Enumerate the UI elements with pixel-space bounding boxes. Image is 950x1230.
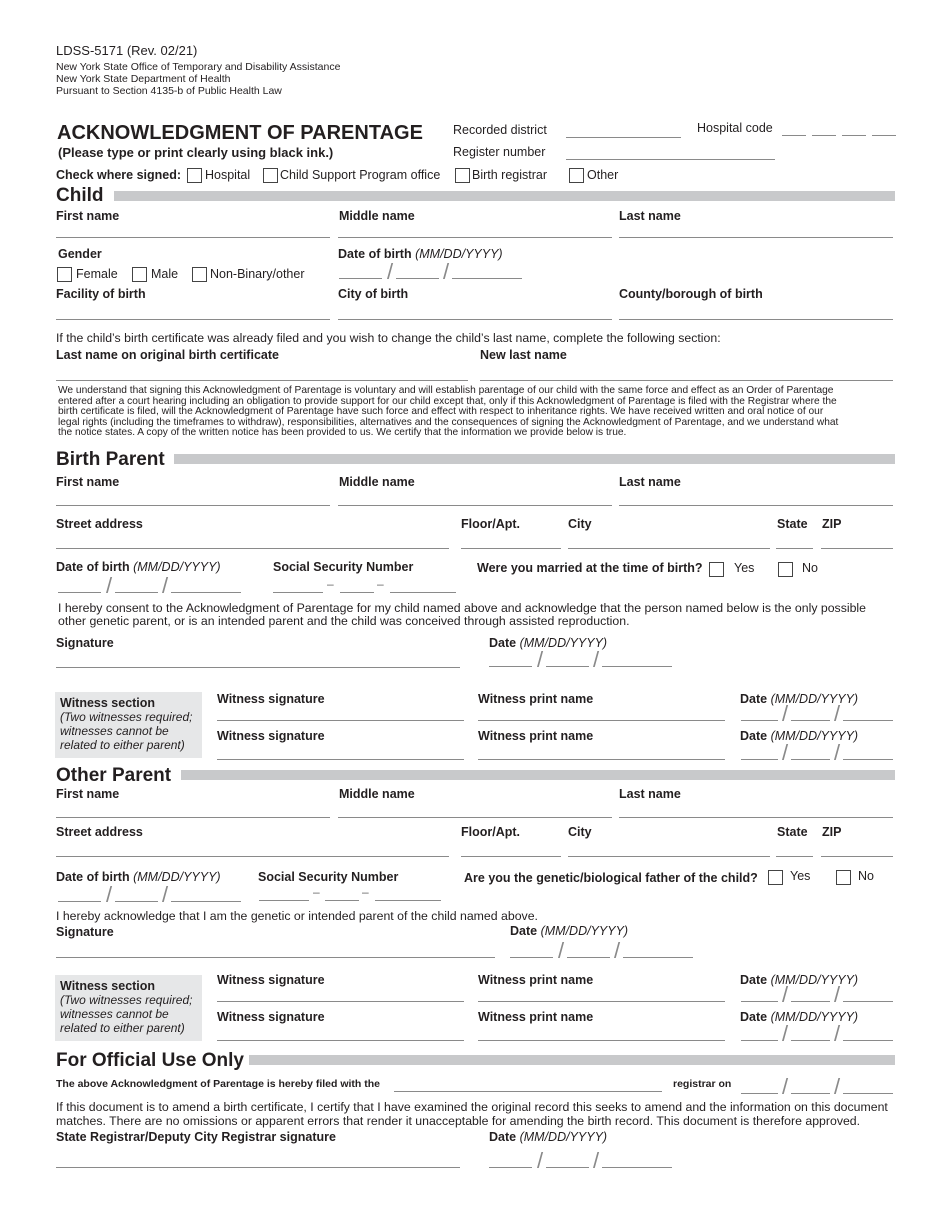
registrar-date-year[interactable] — [602, 1167, 672, 1168]
bp-ssn-label: Social Security Number — [273, 560, 414, 574]
genetic-question: Are you the genetic/biological father of the child? — [464, 871, 758, 885]
authority: Pursuant to Section 4135-b of Public Health Law — [56, 85, 282, 97]
bp-middle-name-label: Middle name — [339, 475, 415, 489]
bp-sign-date-day[interactable] — [546, 666, 589, 667]
child-dob-day[interactable] — [396, 278, 439, 279]
date-separator: / — [782, 701, 789, 726]
county-label: County/borough of birth — [619, 287, 763, 301]
consent-line: I hereby consent to the Acknowledgment of Parentage for my child named above and acknowledge that the person named below is the only possible — [58, 601, 866, 615]
date-separator: / — [162, 882, 169, 907]
op-state-field[interactable] — [776, 856, 813, 857]
bp-witness1-sig-label: Witness signature — [217, 692, 325, 706]
bp-witness1-date-month[interactable] — [741, 720, 778, 721]
ssn-dash: – — [327, 577, 334, 591]
genetic-no-checkbox[interactable] — [836, 870, 851, 885]
child-last-name-field[interactable] — [619, 237, 893, 238]
facility-field[interactable] — [56, 319, 330, 320]
recorded-district-label: Recorded district — [453, 123, 547, 137]
orig-last-name-field[interactable] — [56, 380, 468, 381]
birth-registrar-checkbox[interactable] — [455, 168, 470, 183]
child-dob-month[interactable] — [339, 278, 382, 279]
child-heading: Child — [56, 185, 104, 206]
registrar-date-day[interactable] — [546, 1167, 589, 1168]
date-format: (MM/DD/YYYY) — [770, 729, 859, 743]
hospital-code-box-1[interactable] — [782, 135, 806, 136]
bp-street-label: Street address — [56, 517, 143, 531]
date-text: Date — [510, 924, 538, 938]
ssn-dash: – — [313, 885, 320, 899]
op-ssn-label: Social Security Number — [258, 870, 399, 884]
dob-text: Date of birth — [56, 560, 130, 574]
date-separator: / — [834, 982, 841, 1007]
bp-witness2-date-day[interactable] — [791, 759, 830, 760]
bp-witness2-sig-label: Witness signature — [217, 729, 325, 743]
op-dob-day[interactable] — [115, 901, 158, 902]
date-format: (MM/DD/YYYY) — [540, 924, 629, 938]
op-middle-name-label: Middle name — [339, 787, 415, 801]
bp-witness1-signature-field[interactable] — [217, 720, 464, 721]
op-dob-year[interactable] — [171, 901, 241, 902]
registrar-signature-field[interactable] — [56, 1167, 460, 1168]
statement-line: We understand that signing this Acknowledgment of Parentage is voluntary and will establish parentage of our child with the same force and effect as an Order of Parentage — [58, 385, 834, 396]
op-zip-field[interactable] — [821, 856, 893, 857]
date-separator: / — [162, 573, 169, 598]
dob-format: (MM/DD/YYYY) — [415, 247, 503, 261]
op-street-field[interactable] — [56, 856, 449, 857]
op-signature-label: Signature — [56, 925, 114, 939]
date-separator: / — [593, 647, 600, 672]
bp-dob-month[interactable] — [58, 592, 101, 593]
op-witness2-date-month[interactable] — [741, 1040, 778, 1041]
bp-sign-date-label — [489, 636, 607, 650]
amend-line: matches. There are no omissions or apparent errors that render it unacceptable for amending the birth record. This document is therefore approved. — [56, 1113, 861, 1128]
section-bar — [114, 191, 895, 201]
new-last-name-label: New last name — [480, 348, 567, 362]
bp-street-field[interactable] — [56, 548, 449, 549]
bp-witness2-signature-field[interactable] — [217, 759, 464, 760]
date-format: (MM/DD/YYYY) — [519, 1130, 608, 1144]
register-number-field[interactable] — [566, 159, 775, 160]
dob-format: (MM/DD/YYYY) — [133, 870, 221, 884]
op-middle-name-field[interactable] — [338, 817, 612, 818]
bp-ssn-part1[interactable] — [273, 592, 323, 593]
date-separator: / — [834, 701, 841, 726]
bp-witness1-print-label: Witness print name — [478, 692, 594, 706]
bp-floor-label: Floor/Apt. — [461, 517, 521, 531]
genetic-yes-option: Yes — [790, 869, 811, 883]
child-first-name-label: First name — [56, 209, 120, 223]
date-separator: / — [387, 259, 394, 284]
date-separator: / — [782, 740, 789, 765]
date-separator: / — [834, 1021, 841, 1046]
op-floor-field[interactable] — [461, 856, 561, 857]
witness-note: (Two witnesses required; — [60, 710, 193, 724]
op-sign-date-day[interactable] — [567, 957, 610, 958]
filed-date-year[interactable] — [843, 1093, 893, 1094]
op-last-name-label: Last name — [619, 787, 681, 801]
section-bar — [249, 1055, 895, 1065]
consent-text — [58, 602, 866, 628]
filed-date-day[interactable] — [791, 1093, 830, 1094]
acknowledge-text: I hereby acknowledge that I am the genetic or intended parent of the child named above. — [56, 909, 538, 923]
nonbinary-option: Non-Binary/other — [210, 267, 305, 281]
date-separator: / — [782, 1074, 789, 1099]
official-use-heading: For Official Use Only — [56, 1050, 244, 1071]
bp-first-name-field[interactable] — [56, 505, 330, 506]
hospital-option: Hospital — [205, 168, 251, 182]
section-bar — [174, 454, 895, 464]
op-ssn-part2[interactable] — [325, 900, 359, 901]
nonbinary-checkbox[interactable] — [192, 267, 207, 282]
op-witness1-signature-field[interactable] — [217, 1001, 464, 1002]
child-last-name-label: Last name — [619, 209, 681, 223]
date-text: Date — [740, 1010, 768, 1024]
county-field[interactable] — [619, 319, 893, 320]
bp-witness2-print-label: Witness print name — [478, 729, 594, 743]
bp-witness1-date-label — [740, 692, 858, 706]
bp-sign-date-year[interactable] — [602, 666, 672, 667]
registrar-name-field[interactable] — [394, 1091, 662, 1092]
op-dob-label — [56, 870, 221, 884]
witness-note: related to either parent) — [60, 1021, 185, 1035]
date-format: (MM/DD/YYYY) — [770, 1010, 859, 1024]
married-yes-checkbox[interactable] — [709, 562, 724, 577]
witness-note: witnesses cannot be — [60, 724, 169, 738]
consent-line: other genetic parent, or is an intended parent and the child was conceived through assisted reproduction. — [58, 614, 630, 628]
registrar-date-month[interactable] — [489, 1167, 532, 1168]
op-witness1-print-label: Witness print name — [478, 973, 594, 987]
bp-city-field[interactable] — [568, 548, 770, 549]
statement-line: legal rights (including the timeframes to withdraw), responsibilities, alternatives and the consequences of signing the Acknowledgment of Parentage, and we understand what — [58, 416, 839, 428]
dob-text: Date of birth — [56, 870, 130, 884]
bp-state-label: State — [777, 517, 808, 531]
bp-witness1-date-day[interactable] — [791, 720, 830, 721]
op-first-name-field[interactable] — [56, 817, 330, 818]
bp-last-name-label: Last name — [619, 475, 681, 489]
check-signed-label: Check where signed: — [56, 168, 182, 182]
bp-sign-date-month[interactable] — [489, 666, 532, 667]
amend-text — [56, 1101, 888, 1128]
dob-text: Date of birth — [338, 247, 412, 261]
other-checkbox[interactable] — [569, 168, 584, 183]
witness-title: Witness section — [60, 979, 156, 993]
other-parent-heading: Other Parent — [56, 765, 172, 786]
change-name-intro: If the child’s birth certificate was already filed and you wish to change the child’s last name, complete the following section: — [56, 331, 721, 345]
bp-last-name-field[interactable] — [619, 505, 893, 506]
married-question: Were you married at the time of birth? — [477, 561, 703, 575]
bp-dob-year[interactable] — [171, 592, 241, 593]
date-separator: / — [537, 647, 544, 672]
statement-line: the notice states. A copy of the written notice has been provided to us. We certify that the information we provide below is true. — [58, 427, 627, 439]
registrar-on-text: registrar on — [673, 1078, 732, 1090]
bp-witness2-date-year[interactable] — [843, 759, 893, 760]
statement — [58, 386, 838, 439]
child-first-name-field[interactable] — [56, 237, 330, 238]
op-witness1-date-month[interactable] — [741, 1001, 778, 1002]
bp-witness1-print-field[interactable] — [478, 720, 725, 721]
bp-witness1-date-year[interactable] — [843, 720, 893, 721]
witness-note: (Two witnesses required; — [60, 993, 193, 1007]
date-text: Date — [740, 729, 768, 743]
bp-witness-section — [55, 692, 202, 758]
hospital-checkbox[interactable] — [187, 168, 202, 183]
recorded-district-field[interactable] — [566, 137, 681, 138]
ssn-dash: – — [377, 577, 384, 591]
csp-office-option: Child Support Program office — [280, 168, 441, 182]
orig-last-name-label: Last name on original birth certificate — [56, 348, 279, 362]
genetic-no-option: No — [858, 869, 874, 883]
op-witness-section — [55, 975, 202, 1041]
date-text: Date — [740, 973, 768, 987]
op-witness2-date-year[interactable] — [843, 1040, 893, 1041]
op-street-label: Street address — [56, 825, 143, 839]
op-witness1-print-field[interactable] — [478, 1001, 725, 1002]
hospital-code-box-4[interactable] — [872, 135, 896, 136]
bp-zip-field[interactable] — [821, 548, 893, 549]
date-format: (MM/DD/YYYY) — [770, 692, 859, 706]
child-dob-year[interactable] — [452, 278, 522, 279]
female-option: Female — [76, 267, 118, 281]
gender-label: Gender — [58, 247, 102, 261]
statement-line: entered after a court hearing including an obligation to provide support for our child except that, only if this Acknowledgment of Parentage is filed with the Registrar where the — [58, 395, 837, 407]
new-last-name-field[interactable] — [480, 380, 893, 381]
statement-line: birth certificate is filed, will the Acknowledgment of Parentage have such force and effect with respect to inheritance rights. We have received written and oral notice of our — [58, 406, 824, 418]
op-witness2-signature-field[interactable] — [217, 1040, 464, 1041]
bp-witness2-date-label — [740, 729, 858, 743]
date-text: Date — [489, 1130, 517, 1144]
op-witness2-date-label — [740, 1010, 858, 1024]
filed-date-month[interactable] — [741, 1093, 778, 1094]
op-first-name-label: First name — [56, 787, 120, 801]
op-city-field[interactable] — [568, 856, 770, 857]
child-middle-name-field[interactable] — [338, 237, 612, 238]
bp-dob-label — [56, 560, 221, 574]
op-ssn-part3[interactable] — [375, 900, 441, 901]
section-bar — [181, 770, 895, 780]
married-yes-option: Yes — [734, 561, 755, 575]
hospital-code-box-3[interactable] — [842, 135, 866, 136]
op-state-label: State — [777, 825, 808, 839]
married-no-checkbox[interactable] — [778, 562, 793, 577]
witness-note: related to either parent) — [60, 738, 185, 752]
op-witness1-date-day[interactable] — [791, 1001, 830, 1002]
date-separator: / — [782, 1021, 789, 1046]
hospital-code-box-2[interactable] — [812, 135, 836, 136]
date-separator: / — [106, 573, 113, 598]
op-sign-date-month[interactable] — [510, 957, 553, 958]
form-id: LDSS-5171 (Rev. 02/21) — [56, 43, 198, 58]
op-witness1-date-label — [740, 973, 858, 987]
city-of-birth-label: City of birth — [338, 287, 409, 301]
bp-witness2-date-month[interactable] — [741, 759, 778, 760]
op-floor-label: Floor/Apt. — [461, 825, 521, 839]
op-witness2-print-label: Witness print name — [478, 1010, 594, 1024]
bp-state-field[interactable] — [776, 548, 813, 549]
bp-first-name-label: First name — [56, 475, 120, 489]
bp-signature-label: Signature — [56, 636, 114, 650]
op-witness2-print-field[interactable] — [478, 1040, 725, 1041]
op-witness2-date-day[interactable] — [791, 1040, 830, 1041]
bp-zip-label: ZIP — [822, 517, 842, 531]
registrar-date-label — [489, 1130, 607, 1144]
child-dob-label — [338, 247, 503, 261]
bp-dob-day[interactable] — [115, 592, 158, 593]
page-subtitle: (Please type or print clearly using black ink.) — [58, 145, 334, 160]
op-signature-field[interactable] — [56, 957, 495, 958]
agency-doh: New York State Department of Health — [56, 73, 231, 85]
date-separator: / — [593, 1148, 600, 1173]
op-sign-date-label — [510, 924, 628, 938]
genetic-yes-checkbox[interactable] — [768, 870, 783, 885]
op-sign-date-year[interactable] — [623, 957, 693, 958]
op-last-name-field[interactable] — [619, 817, 893, 818]
bp-city-label: City — [568, 517, 592, 531]
bp-ssn-part2[interactable] — [340, 592, 374, 593]
date-text: Date — [489, 636, 517, 650]
date-separator: / — [834, 1074, 841, 1099]
date-separator: / — [106, 882, 113, 907]
bp-floor-field[interactable] — [461, 548, 561, 549]
date-format: (MM/DD/YYYY) — [770, 973, 859, 987]
bp-witness2-print-field[interactable] — [478, 759, 725, 760]
male-option: Male — [151, 267, 179, 281]
csp-office-checkbox[interactable] — [263, 168, 278, 183]
married-no-option: No — [802, 561, 818, 575]
agency-otda: New York State Office of Temporary and Disability Assistance — [56, 61, 341, 73]
ssn-dash: – — [362, 885, 369, 899]
city-of-birth-field[interactable] — [338, 319, 612, 320]
page-title: ACKNOWLEDGMENT OF PARENTAGE — [57, 122, 423, 144]
bp-ssn-part3[interactable] — [390, 592, 456, 593]
op-zip-label: ZIP — [822, 825, 842, 839]
op-witness2-sig-label: Witness signature — [217, 1010, 325, 1024]
op-ssn-part1[interactable] — [259, 900, 309, 901]
date-separator: / — [614, 938, 621, 963]
bp-middle-name-field[interactable] — [338, 505, 612, 506]
amend-line: If this document is to amend a birth certificate, I certify that I have examined the original record this seeks to amend and the information on this document — [56, 1100, 888, 1114]
register-number-label: Register number — [453, 145, 546, 159]
facility-label: Facility of birth — [56, 287, 146, 301]
other-option: Other — [587, 168, 619, 182]
child-middle-name-label: Middle name — [339, 209, 415, 223]
witness-note: witnesses cannot be — [60, 1007, 169, 1021]
op-witness1-sig-label: Witness signature — [217, 973, 325, 987]
date-text: Date — [740, 692, 768, 706]
hospital-code-label: Hospital code — [697, 121, 773, 135]
date-separator: / — [537, 1148, 544, 1173]
female-checkbox[interactable] — [57, 267, 72, 282]
dob-format: (MM/DD/YYYY) — [133, 560, 221, 574]
male-checkbox[interactable] — [132, 267, 147, 282]
date-separator: / — [558, 938, 565, 963]
op-dob-month[interactable] — [58, 901, 101, 902]
filed-with-text: The above Acknowledgment of Parentage is hereby filed with the — [56, 1078, 381, 1090]
op-city-label: City — [568, 825, 592, 839]
birth-registrar-option: Birth registrar — [472, 168, 548, 182]
op-witness1-date-year[interactable] — [843, 1001, 893, 1002]
date-format: (MM/DD/YYYY) — [519, 636, 608, 650]
date-separator: / — [782, 982, 789, 1007]
date-separator: / — [443, 259, 450, 284]
registrar-signature-label: State Registrar/Deputy City Registrar signature — [56, 1130, 336, 1144]
witness-title: Witness section — [60, 696, 156, 710]
birth-parent-heading: Birth Parent — [56, 449, 165, 470]
date-separator: / — [834, 740, 841, 765]
bp-signature-field[interactable] — [56, 667, 460, 668]
